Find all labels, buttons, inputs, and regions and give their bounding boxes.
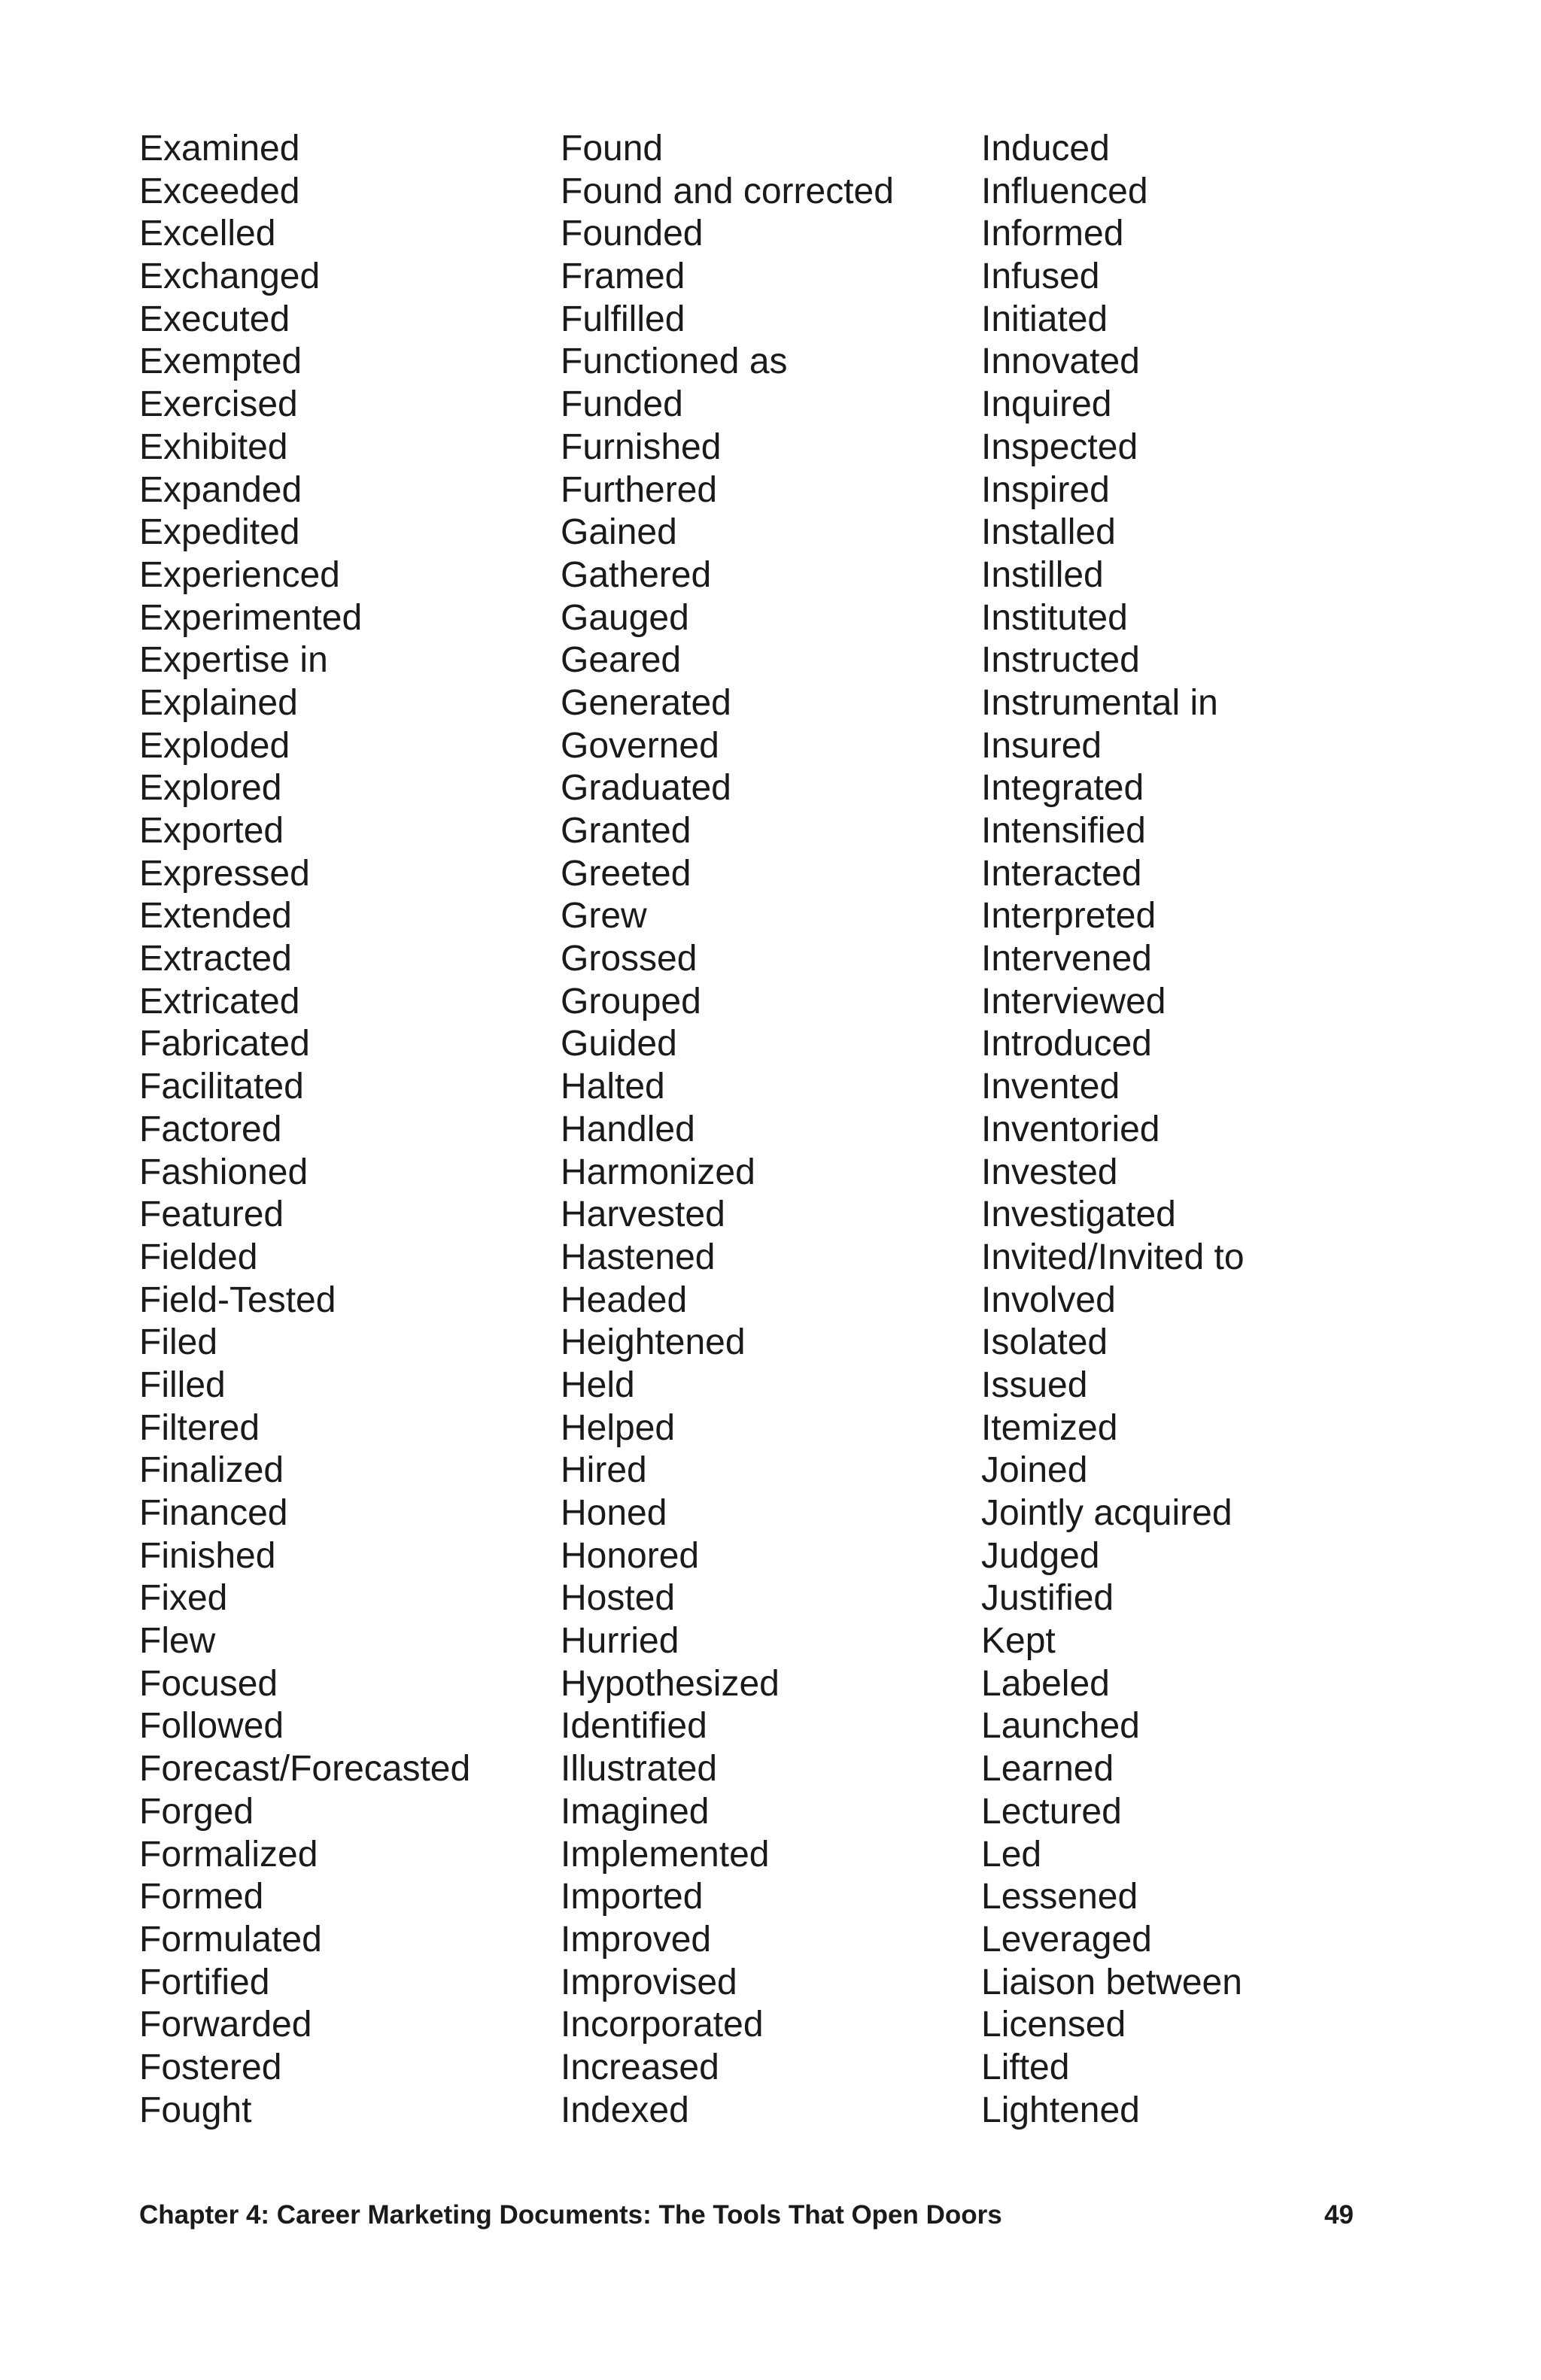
word-item: Integrated — [981, 768, 1144, 809]
word-item: Instructed — [981, 640, 1140, 681]
word-item: Itemized — [981, 1407, 1118, 1448]
word-item: Facilitated — [139, 1067, 304, 1107]
word-item: Followed — [139, 1706, 284, 1747]
word-item: Helped — [561, 1407, 676, 1448]
page-footer — [139, 2196, 1358, 2234]
word-item: Interacted — [981, 853, 1142, 894]
word-item: Issued — [981, 1365, 1088, 1405]
word-item: Filled — [139, 1365, 226, 1405]
word-item: Formulated — [139, 1919, 322, 1960]
word-item: Grossed — [561, 939, 698, 979]
word-item: Filtered — [139, 1407, 260, 1448]
word-item: Inspired — [981, 469, 1110, 510]
word-item: Improvised — [561, 1962, 737, 2002]
word-item: Judged — [981, 1535, 1100, 1576]
word-item: Honored — [561, 1535, 700, 1576]
word-item: Explored — [139, 768, 282, 809]
word-item: Executed — [139, 299, 290, 339]
word-item: Induced — [981, 129, 1110, 168]
word-item: Initiated — [981, 299, 1108, 339]
word-item: Hypothesized — [561, 1663, 780, 1704]
word-item: Informed — [981, 214, 1124, 254]
word-column-3 — [981, 128, 1245, 2132]
word-item: Lightened — [981, 2090, 1140, 2130]
word-item: Generated — [561, 682, 731, 723]
word-item: Hastened — [561, 1237, 716, 1277]
word-item: Expedited — [139, 512, 300, 553]
word-item: Fabricated — [139, 1024, 310, 1064]
word-item: Fortified — [139, 1962, 270, 2002]
word-item: Improved — [561, 1919, 712, 1960]
word-item: Invested — [981, 1152, 1118, 1192]
word-item: Interpreted — [981, 896, 1157, 937]
word-item: Fixed — [139, 1578, 228, 1619]
word-item: Indexed — [561, 2090, 689, 2130]
word-item: Greeted — [561, 853, 691, 894]
word-item: Incorporated — [561, 2005, 764, 2045]
word-item: Gauged — [561, 597, 689, 638]
word-item: Instrumental in — [981, 682, 1218, 723]
word-item: Leveraged — [981, 1919, 1152, 1960]
word-item: Fielded — [139, 1237, 258, 1277]
word-item: Implemented — [561, 1834, 770, 1875]
word-item: Exhibited — [139, 427, 288, 467]
word-item: Guided — [561, 1024, 677, 1064]
word-item: Learned — [981, 1749, 1114, 1790]
word-item: Forwarded — [139, 2005, 312, 2045]
word-item: Governed — [561, 725, 719, 766]
word-item: Focused — [139, 1663, 278, 1704]
word-item: Installed — [981, 512, 1116, 553]
word-item: Exported — [139, 811, 284, 851]
word-item: Infused — [981, 257, 1100, 297]
word-item: Led — [981, 1834, 1042, 1875]
word-item: Explained — [139, 682, 298, 723]
word-item: Increased — [561, 2047, 719, 2087]
word-item: Factored — [139, 1109, 282, 1149]
word-item: Gathered — [561, 554, 712, 595]
word-item: Extricated — [139, 981, 300, 1022]
word-item: Exchanged — [139, 257, 321, 297]
word-item: Flew — [139, 1621, 216, 1662]
word-item: Intervened — [981, 939, 1152, 979]
word-item: Licensed — [981, 2005, 1126, 2045]
word-item: Field-Tested — [139, 1280, 336, 1320]
page-number: 49 — [1324, 2200, 1354, 2230]
word-item: Heightened — [561, 1322, 746, 1363]
word-item: Furnished — [561, 427, 722, 467]
word-item: Hired — [561, 1450, 647, 1491]
word-item: Grouped — [561, 981, 701, 1022]
word-item: Excelled — [139, 214, 276, 254]
word-item: Expanded — [139, 469, 302, 510]
word-item: Joined — [981, 1450, 1088, 1491]
word-item: Funded — [561, 384, 683, 425]
word-item: Halted — [561, 1067, 665, 1107]
word-item: Held — [561, 1365, 635, 1405]
word-item: Experienced — [139, 554, 340, 595]
word-item: Labeled — [981, 1663, 1110, 1704]
word-item: Featured — [139, 1195, 284, 1235]
word-item: Insured — [981, 725, 1102, 766]
word-item: Graduated — [561, 768, 731, 809]
word-item: Investigated — [981, 1195, 1176, 1235]
word-item: Exceeded — [139, 171, 300, 211]
word-item: Hosted — [561, 1578, 676, 1619]
word-item: Harvested — [561, 1195, 725, 1235]
word-item: Influenced — [981, 171, 1148, 211]
word-item: Forged — [139, 1791, 254, 1832]
word-item: Experimented — [139, 597, 363, 638]
word-item: Harmonized — [561, 1152, 755, 1192]
word-item: Filed — [139, 1322, 218, 1363]
word-item: Liaison between — [981, 1962, 1242, 2002]
word-item: Lectured — [981, 1791, 1122, 1832]
word-item: Jointly acquired — [981, 1493, 1232, 1533]
word-item: Grew — [561, 896, 647, 937]
word-item: Founded — [561, 214, 704, 254]
word-item: Fought — [139, 2090, 252, 2130]
word-item: Furthered — [561, 469, 718, 510]
word-item: Launched — [981, 1706, 1140, 1747]
word-item: Imported — [561, 1877, 704, 1917]
word-item: Granted — [561, 811, 691, 851]
word-item: Found and corrected — [561, 171, 894, 211]
word-item: Functioned as — [561, 342, 788, 382]
word-item: Expertise in — [139, 640, 328, 681]
word-item: Formalized — [139, 1834, 318, 1875]
word-item: Instilled — [981, 554, 1104, 595]
word-item: Exempted — [139, 342, 302, 382]
word-item: Expressed — [139, 853, 310, 894]
word-item: Fashioned — [139, 1152, 309, 1192]
word-item: Honed — [561, 1493, 667, 1533]
word-item: Interviewed — [981, 981, 1166, 1022]
word-item: Involved — [981, 1280, 1116, 1320]
chapter-title: Chapter 4: Career Marketing Documents: The Tools That Open Doors — [139, 2200, 1002, 2230]
word-item: Justified — [981, 1578, 1114, 1619]
word-item: Exercised — [139, 384, 298, 425]
word-item: Fostered — [139, 2047, 282, 2087]
word-item: Handled — [561, 1109, 695, 1149]
word-item: Exploded — [139, 725, 290, 766]
word-item: Inventoried — [981, 1109, 1160, 1149]
word-item: Lifted — [981, 2047, 1070, 2087]
word-item: Imagined — [561, 1791, 710, 1832]
word-item: Illustrated — [561, 1749, 718, 1790]
word-item: Inquired — [981, 384, 1112, 425]
word-item: Gained — [561, 512, 677, 553]
word-item: Identified — [561, 1706, 707, 1747]
word-item: Kept — [981, 1621, 1056, 1662]
word-item: Finalized — [139, 1450, 284, 1491]
word-item: Finished — [139, 1535, 276, 1576]
word-column-1 — [139, 128, 470, 2132]
word-item: Innovated — [981, 342, 1140, 382]
word-item: Isolated — [981, 1322, 1108, 1363]
word-item: Extracted — [139, 939, 292, 979]
word-item: Financed — [139, 1493, 288, 1533]
word-item: Lessened — [981, 1877, 1138, 1917]
word-item: Fulfilled — [561, 299, 685, 339]
word-item: Instituted — [981, 597, 1128, 638]
word-item: Formed — [139, 1877, 264, 1917]
word-item: Hurried — [561, 1621, 679, 1662]
word-item: Forecast/Forecasted — [139, 1749, 471, 1790]
word-item: Introduced — [981, 1024, 1152, 1064]
word-item: Inspected — [981, 427, 1138, 467]
word-item: Examined — [139, 129, 300, 168]
word-item: Invented — [981, 1067, 1120, 1107]
word-item: Intensified — [981, 811, 1146, 851]
word-item: Invited/Invited to — [981, 1237, 1245, 1277]
word-item: Extended — [139, 896, 292, 937]
word-item: Geared — [561, 640, 682, 681]
word-item: Found — [561, 129, 664, 168]
word-item: Headed — [561, 1280, 688, 1320]
word-column-2 — [561, 128, 894, 2132]
word-item: Framed — [561, 257, 685, 297]
